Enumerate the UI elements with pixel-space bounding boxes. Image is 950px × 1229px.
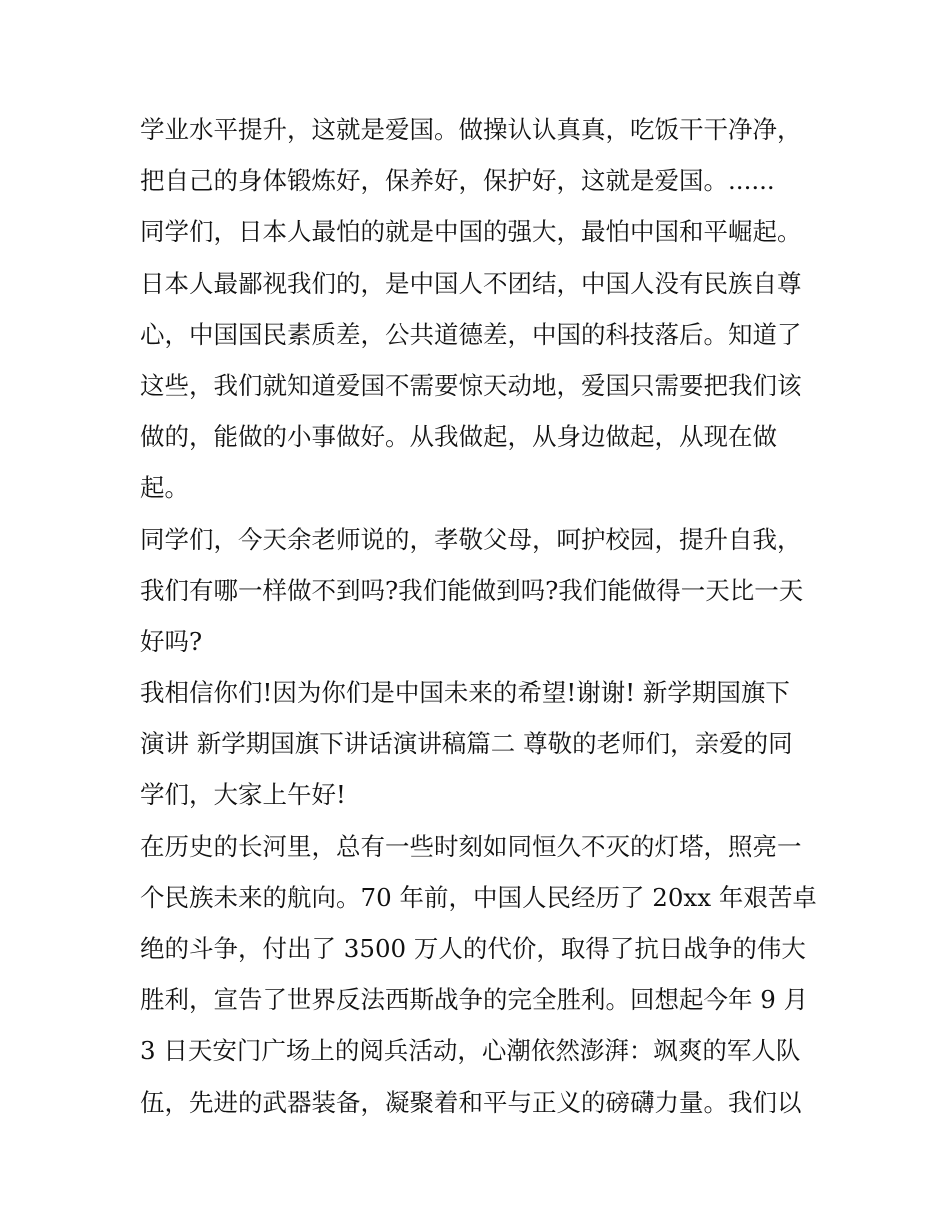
text-line: 我相信你们!因为你们是中国未来的希望!谢谢! 新学期国旗下 <box>140 678 790 708</box>
text-line: 胜利，宣告了世界反法西斯战争的完全胜利。回想起今年 9 月 <box>140 985 809 1015</box>
text-line: 好吗? <box>140 626 203 656</box>
text-line: 3 日天安门广场上的阅兵活动，心潮依然澎湃：飒爽的军人队 <box>140 1036 801 1066</box>
text-line: 做的，能做的小事做好。从我做起，从身边做起，从现在做 <box>140 422 777 452</box>
text-line: 在历史的长河里，总有一些时刻如同恒久不灭的灯塔，照亮一 <box>140 831 802 861</box>
text-line: 同学们，日本人最怕的就是中国的强大，最怕中国和平崛起。 <box>140 217 802 247</box>
text-line: 日本人最鄙视我们的，是中国人不团结，中国人没有民族自尊 <box>140 268 802 298</box>
text-line: 同学们，今天余老师说的，孝敬父母，呵护校园，提升自我， <box>140 524 802 554</box>
text-line: 我们有哪一样做不到吗?我们能做到吗?我们能做得一天比一天 <box>140 575 804 605</box>
text-line: 学业水平提升，这就是爱国。做操认认真真，吃饭干干净净， <box>140 115 802 144</box>
text-line: 绝的斗争，付出了 3500 万人的代价，取得了抗日战争的伟大 <box>140 934 806 963</box>
text-line: 演讲 新学期国旗下讲话演讲稿篇二 尊敬的老师们，亲爱的同 <box>140 729 793 759</box>
text-line: 把自己的身体锻炼好，保养好，保护好，这就是爱国。...... <box>140 166 775 196</box>
text-line: 这些，我们就知道爱国不需要惊天动地，爱国只需要把我们该 <box>140 370 802 400</box>
text-line: 学们，大家上午好! <box>140 780 346 810</box>
text-line: 伍，先进的武器装备，凝聚着和平与正义的磅礴力量。我们以 <box>140 1087 802 1117</box>
text-line: 起。 <box>140 473 189 503</box>
text-line: 个民族未来的航向。70 年前，中国人民经历了 20xx 年艰苦卓 <box>140 882 817 912</box>
text-line: 心，中国国民素质差，公共道德差，中国的科技落后。知道了 <box>140 319 802 349</box>
body-text <box>140 104 820 1128</box>
